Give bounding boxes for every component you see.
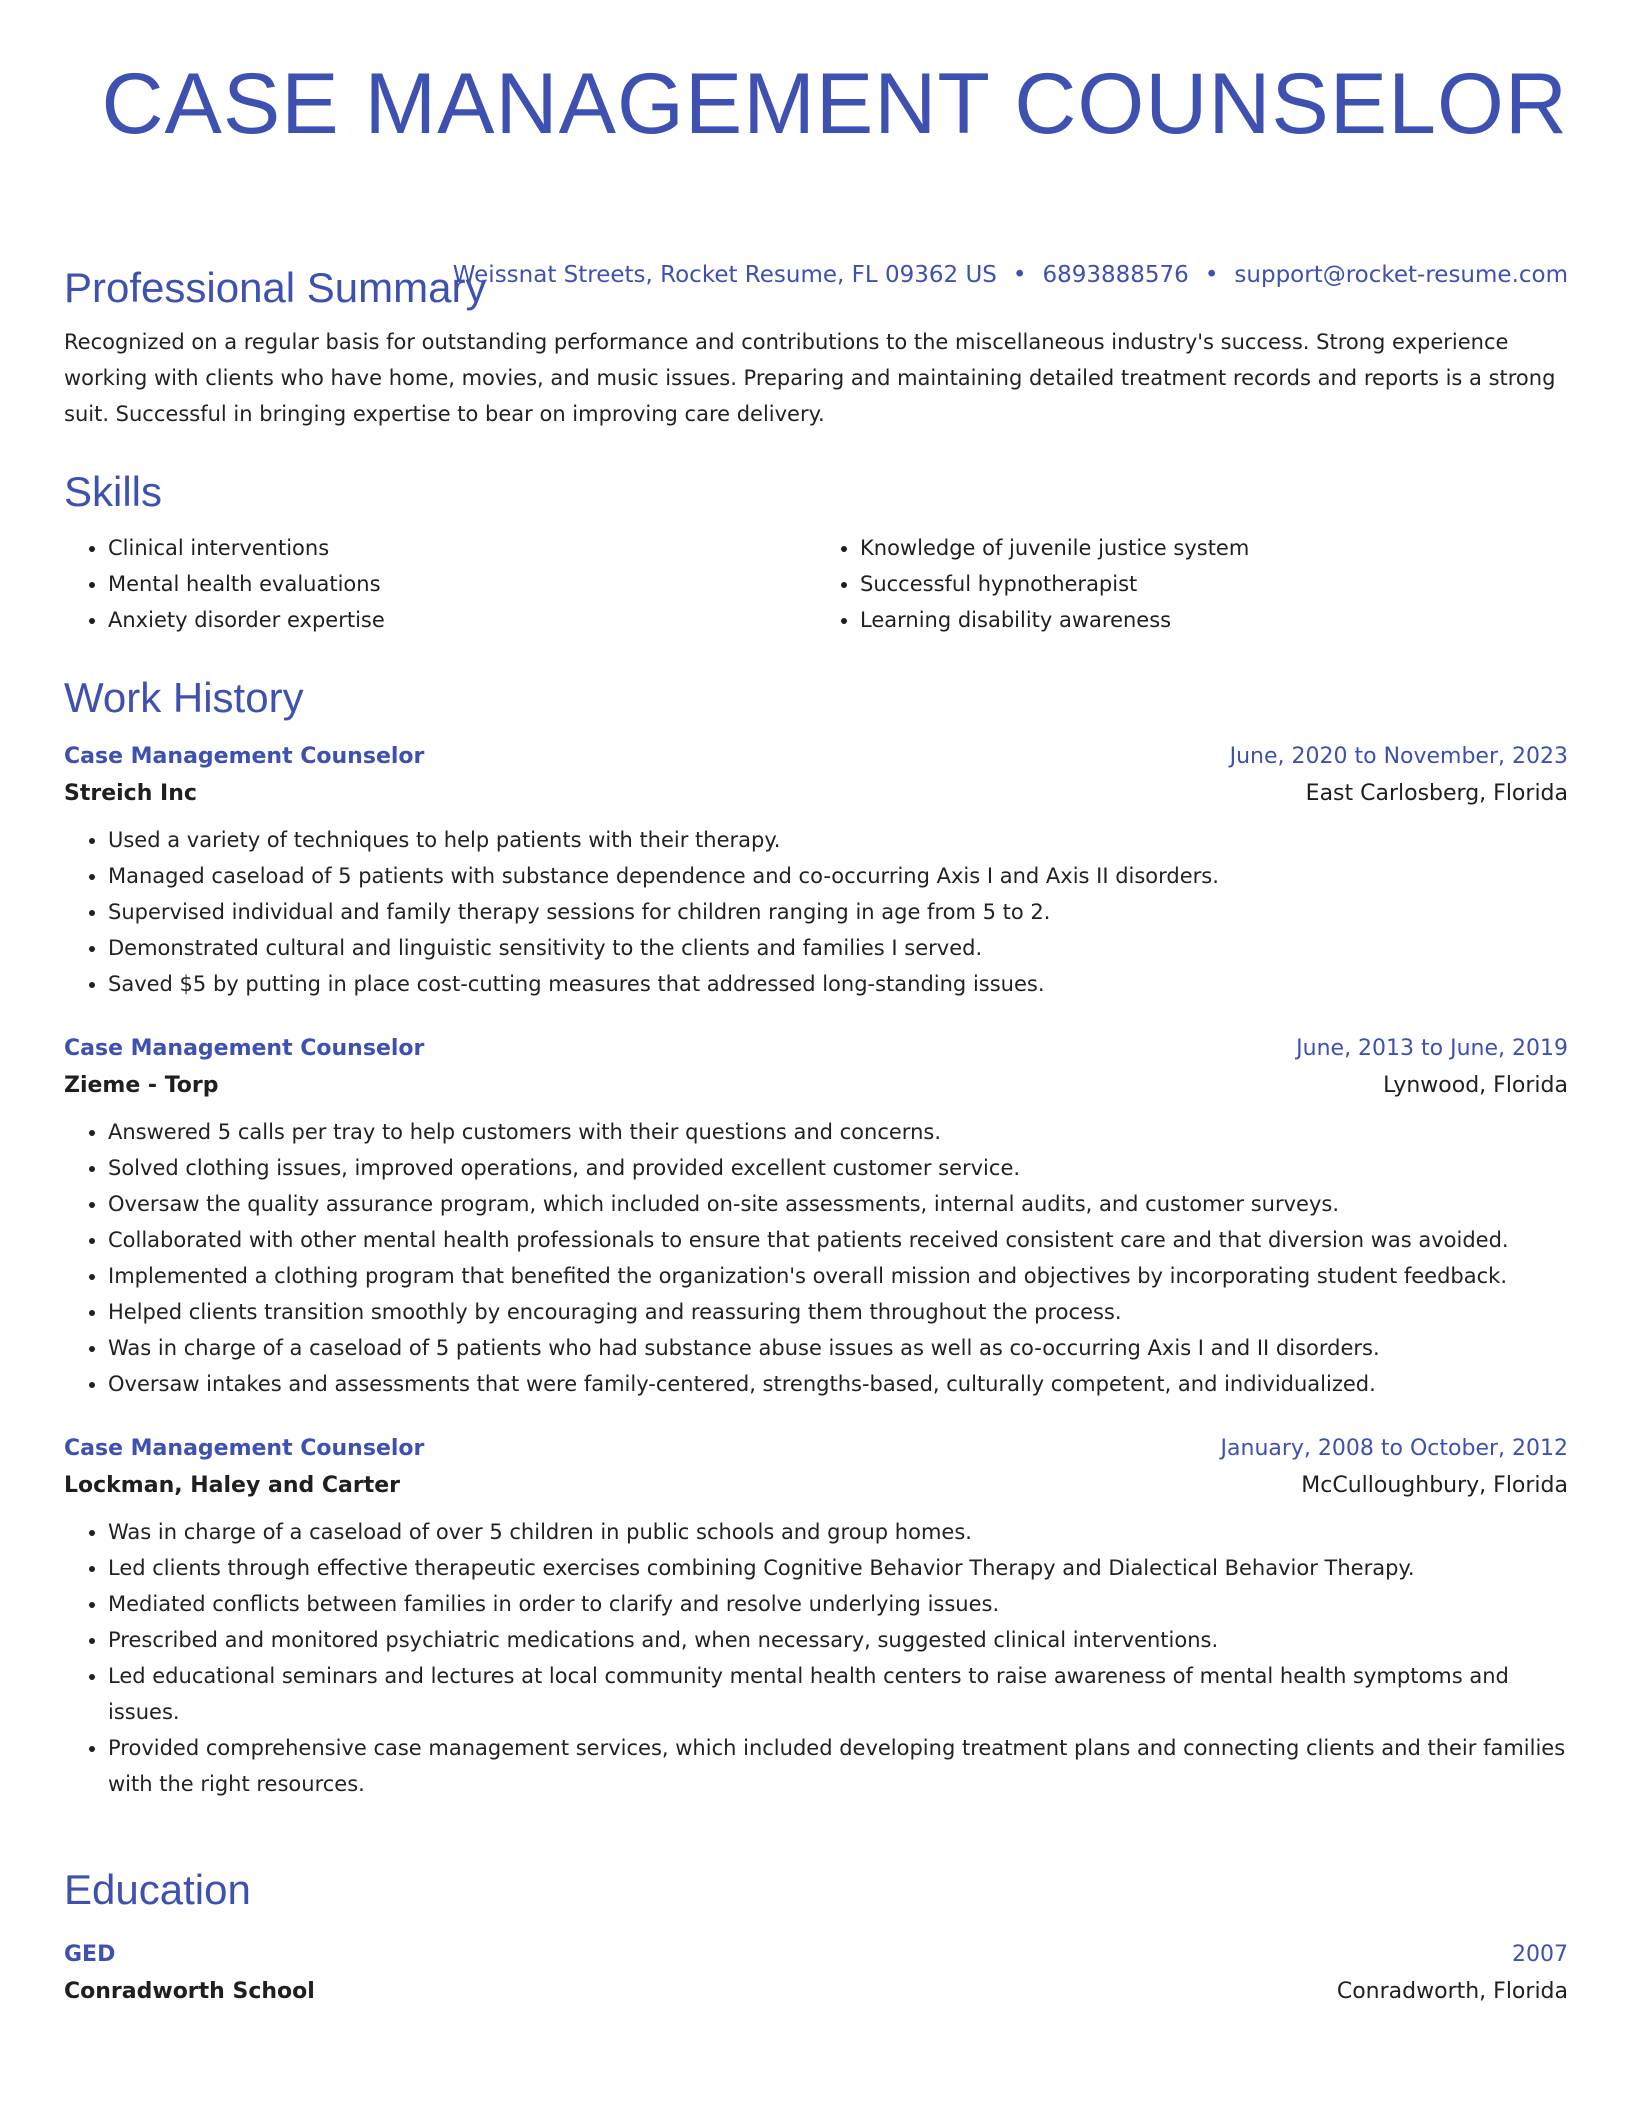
- job-location: McCulloughbury, Florida: [1301, 1473, 1568, 1498]
- summary-heading: Professional Summary: [64, 264, 487, 311]
- job-bullet: • Led educational seminars and lectures at local community mental health centers to raise awareness of mental health symptoms and issues.: [108, 1658, 1568, 1730]
- resume-header: [64, 0, 1568, 154]
- job-bullet: • Answered 5 calls per tray to help customers with their questions and concerns.: [108, 1114, 1568, 1150]
- job-company: Zieme - Torp: [64, 1073, 219, 1098]
- job-dates: June, 2020 to November, 2023: [1229, 744, 1568, 769]
- skill-item: • Successful hypnotherapist: [860, 566, 1568, 602]
- skill-item: • Mental health evaluations: [108, 566, 816, 602]
- job-bullets: [64, 822, 1568, 1002]
- education-degree: GED: [64, 1942, 116, 1967]
- job-bullet: • Provided comprehensive case management services, which included developing treatment plans and connecting clients and their families with the right resources.: [108, 1730, 1568, 1802]
- job-entry: [64, 740, 1568, 1002]
- job-bullet: • Led clients through effective therapeutic exercises combining Cognitive Behavior Therapy and Dialectical Behavior Therapy.: [108, 1550, 1568, 1586]
- job-company: Lockman, Haley and Carter: [64, 1473, 401, 1498]
- skills-list-left: [64, 530, 816, 638]
- education-year: 2007: [1512, 1942, 1568, 1967]
- job-bullet: • Mediated conflicts between families in order to clarify and resolve underlying issues.: [108, 1586, 1568, 1622]
- job-title: Case Management Counselor: [64, 1036, 425, 1061]
- contact-address: Weissnat Streets, Rocket Resume, FL 09362 US: [452, 262, 997, 288]
- contact-phone: 6893888576: [1042, 262, 1189, 288]
- job-location: East Carlosberg, Florida: [1305, 781, 1568, 806]
- contact-email: support@rocket-resume.com: [1234, 262, 1568, 288]
- job-entry: [64, 1032, 1568, 1402]
- job-bullet: • Solved clothing issues, improved operations, and provided excellent customer service.: [108, 1150, 1568, 1186]
- skill-item: • Anxiety disorder expertise: [108, 602, 816, 638]
- work-history-section: [64, 672, 1568, 1802]
- skill-item: • Knowledge of juvenile justice system: [860, 530, 1568, 566]
- skills-list-right: [816, 530, 1568, 638]
- job-bullet: • Supervised individual and family therapy sessions for children ranging in age from 5 to 2.: [108, 894, 1568, 930]
- skill-item: • Clinical interventions: [108, 530, 816, 566]
- job-bullet: • Used a variety of techniques to help patients with their therapy.: [108, 822, 1568, 858]
- job-bullet: • Was in charge of a caseload of over 5 children in public schools and group homes.: [108, 1514, 1568, 1550]
- summary-text: Recognized on a regular basis for outstanding performance and contributions to the miscellaneous industry's success. Strong experience working with clients who have home, movies, and music issues. Preparing and maintaining detailed treatment records and reports is a strong suit. Successful in bringing expertise to bear on improving care delivery.: [64, 330, 1556, 426]
- job-title: Case Management Counselor: [64, 1436, 425, 1461]
- contact-separator: •: [1012, 262, 1027, 288]
- education-section: [64, 1864, 1568, 2012]
- job-bullet: • Oversaw intakes and assessments that were family-centered, strengths-based, culturally competent, and individualized.: [108, 1366, 1568, 1402]
- job-location: Lynwood, Florida: [1383, 1073, 1568, 1098]
- work-history-heading: Work History: [64, 674, 304, 721]
- skills-heading: Skills: [64, 468, 163, 515]
- job-title: Case Management Counselor: [64, 744, 425, 769]
- education-school: Conradworth School: [64, 1979, 315, 2004]
- job-bullet: • Demonstrated cultural and linguistic sensitivity to the clients and families I served.: [108, 930, 1568, 966]
- job-bullet: • Was in charge of a caseload of 5 patients who had substance abuse issues as well as co-occurring Axis I and II disorders.: [108, 1330, 1568, 1366]
- education-entry: [64, 1938, 1568, 2012]
- resume-title: CASE MANAGEMENT COUNSELOR: [101, 56, 1568, 152]
- job-bullets: [64, 1114, 1568, 1402]
- job-bullet: • Collaborated with other mental health professionals to ensure that patients received consistent care and that diversion was avoided.: [108, 1222, 1568, 1258]
- summary-section: [64, 262, 1568, 432]
- job-bullet: • Managed caseload of 5 patients with substance dependence and co-occurring Axis I and Axis II disorders.: [108, 858, 1568, 894]
- contact-separator: •: [1204, 262, 1219, 288]
- skills-section: [64, 466, 1568, 638]
- job-dates: June, 2013 to June, 2019: [1296, 1036, 1568, 1061]
- education-heading: Education: [64, 1866, 251, 1913]
- job-bullet: • Prescribed and monitored psychiatric medications and, when necessary, suggested clinical interventions.: [108, 1622, 1568, 1658]
- job-bullet: • Helped clients transition smoothly by encouraging and reassuring them throughout the process.: [108, 1294, 1568, 1330]
- job-bullet: • Implemented a clothing program that benefited the organization's overall mission and objectives by incorporating student feedback.: [108, 1258, 1568, 1294]
- job-bullet: • Oversaw the quality assurance program, which included on-site assessments, internal audits, and customer surveys.: [108, 1186, 1568, 1222]
- job-entry: [64, 1432, 1568, 1802]
- job-bullets: [64, 1514, 1568, 1802]
- job-dates: January, 2008 to October, 2012: [1220, 1436, 1568, 1461]
- job-company: Streich Inc: [64, 781, 197, 806]
- skill-item: • Learning disability awareness: [860, 602, 1568, 638]
- job-bullet: • Saved $5 by putting in place cost-cutting measures that addressed long-standing issues.: [108, 966, 1568, 1002]
- education-location: Conradworth, Florida: [1336, 1979, 1568, 2004]
- skills-columns: [64, 530, 1568, 638]
